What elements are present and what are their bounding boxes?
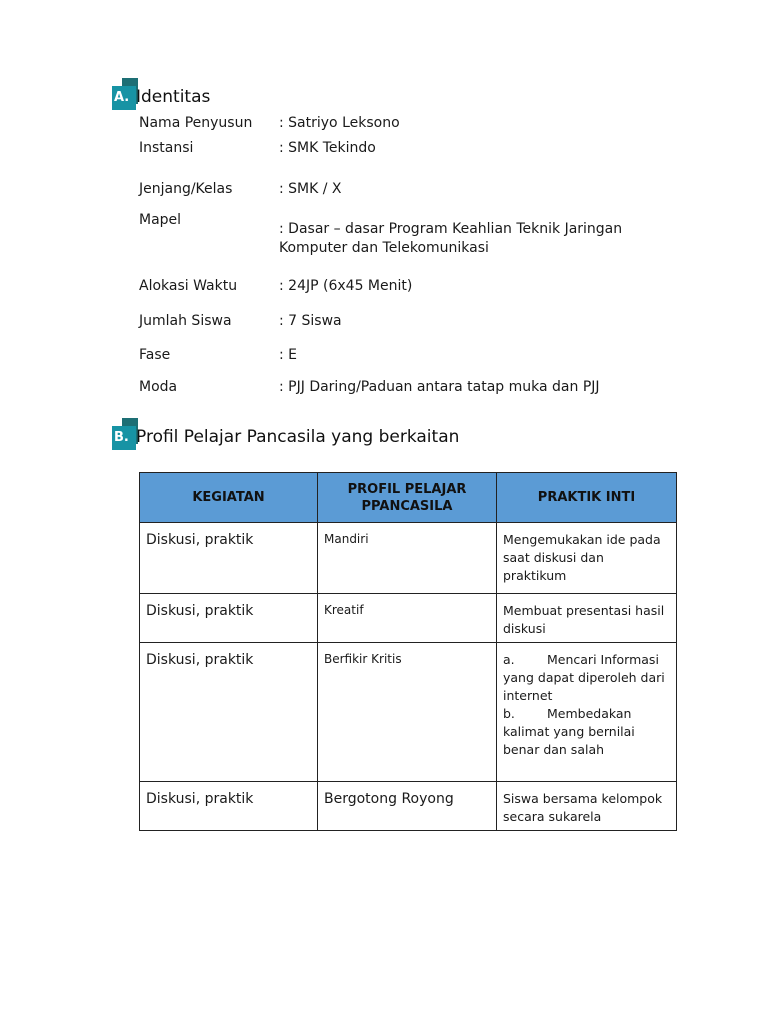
field-value-jumlah-siswa: : 7 Siswa — [279, 313, 342, 329]
table-row — [140, 523, 677, 594]
section-a-title: Identitas — [136, 87, 211, 107]
table-row — [140, 594, 677, 643]
praktik-item-a — [503, 651, 670, 705]
field-value-alokasi-waktu: : 24JP (6x45 Menit) — [279, 278, 413, 294]
table-row — [140, 643, 677, 782]
cell-profil: Mandiri — [318, 523, 497, 594]
section-b-heading — [112, 418, 512, 452]
cell-kegiatan: Diskusi, praktik — [140, 782, 318, 831]
field-label-nama-penyusun: Nama Penyusun — [139, 115, 253, 131]
field-label-jumlah-siswa: Jumlah Siswa — [139, 313, 232, 329]
header-kegiatan: KEGIATAN — [140, 473, 318, 523]
cell-praktik: Membuat presentasi hasil diskusi — [497, 594, 677, 643]
cell-profil: Kreatif — [318, 594, 497, 643]
cell-kegiatan: Diskusi, praktik — [140, 523, 318, 594]
field-value-instansi: : SMK Tekindo — [279, 140, 376, 156]
cell-profil: Bergotong Royong — [318, 782, 497, 831]
field-label-instansi: Instansi — [139, 140, 194, 156]
header-praktik-inti: PRAKTIK INTI — [497, 473, 677, 523]
field-label-fase: Fase — [139, 347, 171, 363]
section-a-heading — [112, 78, 512, 112]
praktik-item-b-text: Membedakan kalimat yang bernilai benar dan salah — [503, 706, 635, 757]
section-a-badge-letter: A. — [114, 90, 130, 105]
cell-praktik — [497, 643, 677, 782]
header-profil-pelajar: PROFIL PELAJAR PPANCASILA — [318, 473, 497, 523]
table-header-row — [140, 473, 677, 523]
praktik-item-b — [503, 705, 670, 759]
praktik-item-a-letter: a. — [503, 652, 515, 667]
section-b-badge-letter: B. — [114, 430, 129, 445]
field-label-alokasi-waktu: Alokasi Waktu — [139, 278, 238, 294]
field-value-fase: : E — [279, 347, 298, 363]
field-label-mapel: Mapel — [139, 212, 182, 228]
field-value-jenjang-kelas: : SMK / X — [279, 181, 342, 197]
field-value-mapel: : Dasar – dasar Program Keahlian Teknik Jaringan Komputer dan Telekomunikasi — [279, 221, 623, 256]
cell-kegiatan: Diskusi, praktik — [140, 643, 318, 782]
field-label-jenjang-kelas: Jenjang/Kelas — [139, 181, 233, 197]
praktik-item-a-text: Mencari Informasi yang dapat diperoleh dari internet — [503, 652, 665, 703]
profil-pelajar-table — [139, 472, 677, 831]
cell-profil: Berfikir Kritis — [318, 643, 497, 782]
field-value-nama-penyusun: : Satriyo Leksono — [279, 115, 400, 131]
field-label-moda: Moda — [139, 379, 178, 395]
table-row — [140, 782, 677, 831]
cell-kegiatan: Diskusi, praktik — [140, 594, 318, 643]
praktik-item-b-letter: b. — [503, 706, 515, 721]
cell-praktik: Mengemukakan ide pada saat diskusi dan praktikum — [497, 523, 677, 594]
field-value-moda: : PJJ Daring/Paduan antara tatap muka dan PJJ — [279, 379, 600, 395]
cell-praktik: Siswa bersama kelompok secara sukarela — [497, 782, 677, 831]
section-b-title: Profil Pelajar Pancasila yang berkaitan — [136, 427, 460, 447]
